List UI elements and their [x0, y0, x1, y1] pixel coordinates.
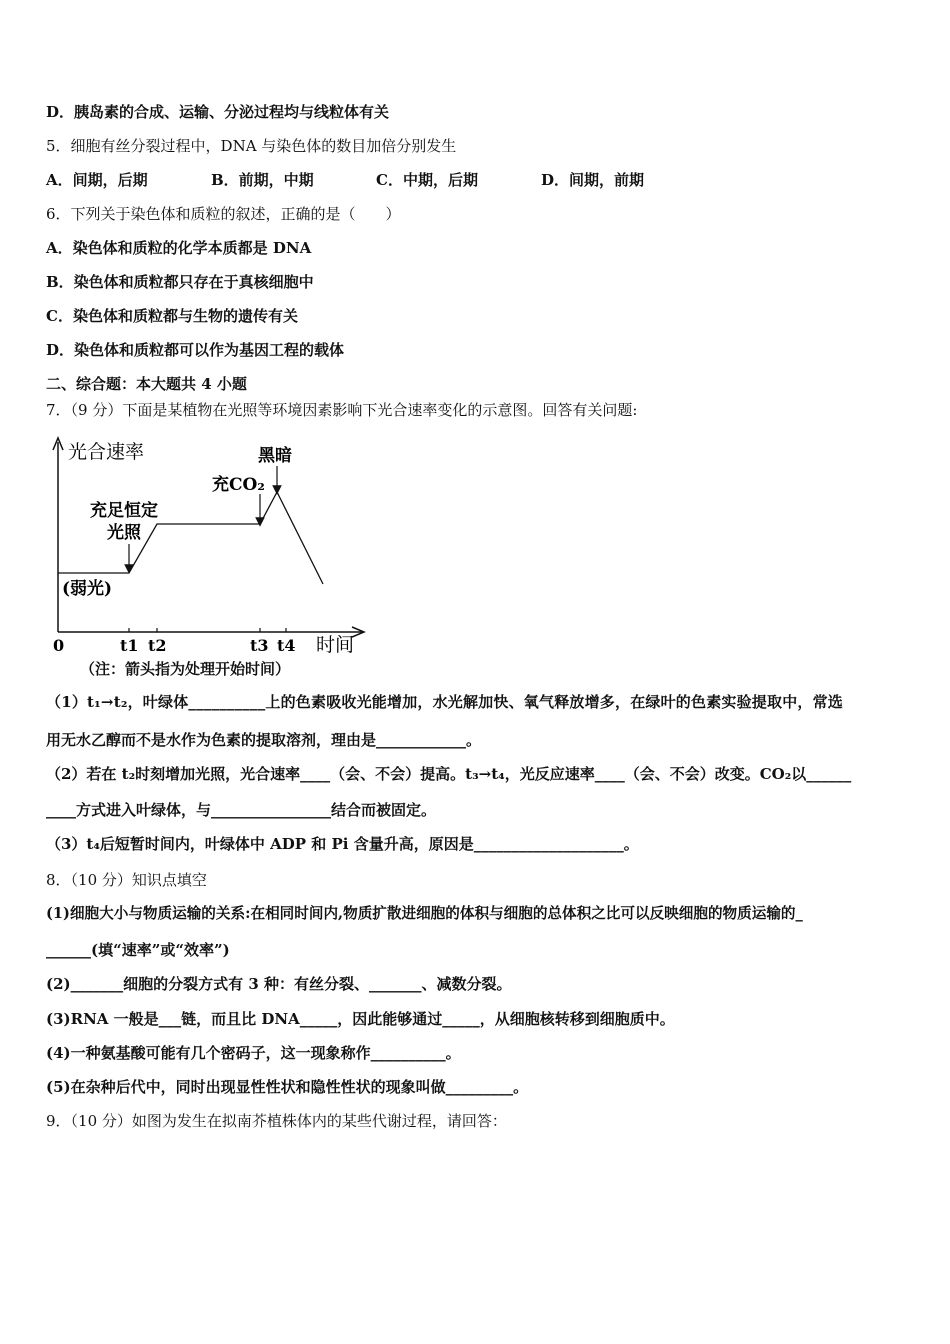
q5-option-a: A．间期，后期 [46, 171, 148, 189]
tick-label-t3: t3 [250, 636, 269, 655]
q6-option-a: A．染色体和质粒的化学本质都是 DNA [46, 239, 312, 257]
label-co2: 充CO₂ [212, 475, 265, 495]
figure-note: （注：箭头指为处理开始时间） [80, 660, 291, 678]
q8-part2: (2)_______细胞的分裂方式有 3 种：有丝分裂、_______、减数分裂。 [46, 975, 512, 993]
q5-option-b: B．前期，中期 [211, 171, 314, 189]
label-light-line1: 充足恒定 [90, 501, 158, 521]
q5-option-d: D．间期，前期 [541, 171, 645, 189]
q6-option-c: C．染色体和质粒都与生物的遗传有关 [46, 307, 298, 325]
q8-part5: (5)在杂种后代中，同时出现显性性状和隐性性状的现象叫做_________。 [46, 1078, 529, 1096]
x-axis-label: 时间 [316, 634, 355, 656]
q8-part3: (3)RNA 一般是___链，而且比 DNA_____，因此能够通过_____，从细胞核转移到细胞质中。 [46, 1010, 675, 1028]
q7-part2-line2: ____方式进入叶绿体，与________________结合而被固定。 [46, 801, 437, 819]
q8-stem: 8．（10 分）知识点填空 [46, 871, 207, 889]
q8-part1-line1: (1)细胞大小与物质运输的关系:在相同时间内,物质扩散进细胞的体积与细胞的总体积之比可以反映细胞的物质运输的_ [46, 905, 803, 922]
q7-part1-line1: （1）t₁→t₂，叶绿体__________上的色素吸收光能增加，水光解加快、氧气释放增多，在绿叶的色素实验提取中，常选 [46, 693, 844, 711]
q7-part3: （3）t₄后短暂时间内，叶绿体中 ADP 和 Pi 含量升高，原因是____________________。 [46, 835, 639, 853]
q6-stem: 6．下列关于染色体和质粒的叙述，正确的是（ ） [46, 205, 401, 223]
q7-stem: 7．（9 分）下面是某植物在光照等环境因素影响下光合速率变化的示意图。回答有关问题: [46, 401, 638, 419]
q8-part4: (4)一种氨基酸可能有几个密码子，这一现象称作__________。 [46, 1044, 461, 1062]
tick-label-t4: t4 [277, 636, 296, 655]
y-axis-label: 光合速率 [68, 441, 145, 463]
label-light-line2: 光照 [107, 523, 141, 543]
label-dark: 黑暗 [258, 446, 292, 466]
label-weak-light: (弱光) [62, 579, 113, 599]
tick-label-t2: t2 [148, 636, 167, 655]
q4-option-d: D．胰岛素的合成、运输、分泌过程均与线粒体有关 [46, 103, 390, 121]
origin-label: 0 [53, 636, 65, 655]
q7-part2-line1: （2）若在 t₂时刻增加光照，光合速率____（会、不会）提高。t₃→t₄，光反应速率____（会、不会）改变。CO₂以______ [46, 765, 852, 783]
tick-label-t1: t1 [120, 636, 139, 655]
q8-part1-line2: ______(填“速率”或“效率”) [46, 941, 230, 959]
q5-option-c: C．中期，后期 [376, 171, 478, 189]
q5-stem: 5．细胞有丝分裂过程中，DNA 与染色体的数目加倍分别发生 [46, 137, 457, 155]
q7-part1-line2: 用无水乙醇而不是水作为色素的提取溶剂，理由是____________。 [46, 731, 482, 749]
q6-option-b: B．染色体和质粒都只存在于真核细胞中 [46, 273, 314, 291]
section-heading: 二、综合题：本大题共 4 小题 [46, 375, 247, 393]
q9-stem: 9．（10 分）如图为发生在拟南芥植株体内的某些代谢过程，请回答： [46, 1112, 507, 1130]
q6-option-d: D．染色体和质粒都可以作为基因工程的载体 [46, 341, 345, 359]
photosynthesis-rate-figure [40, 432, 380, 662]
q5-options [46, 170, 644, 190]
